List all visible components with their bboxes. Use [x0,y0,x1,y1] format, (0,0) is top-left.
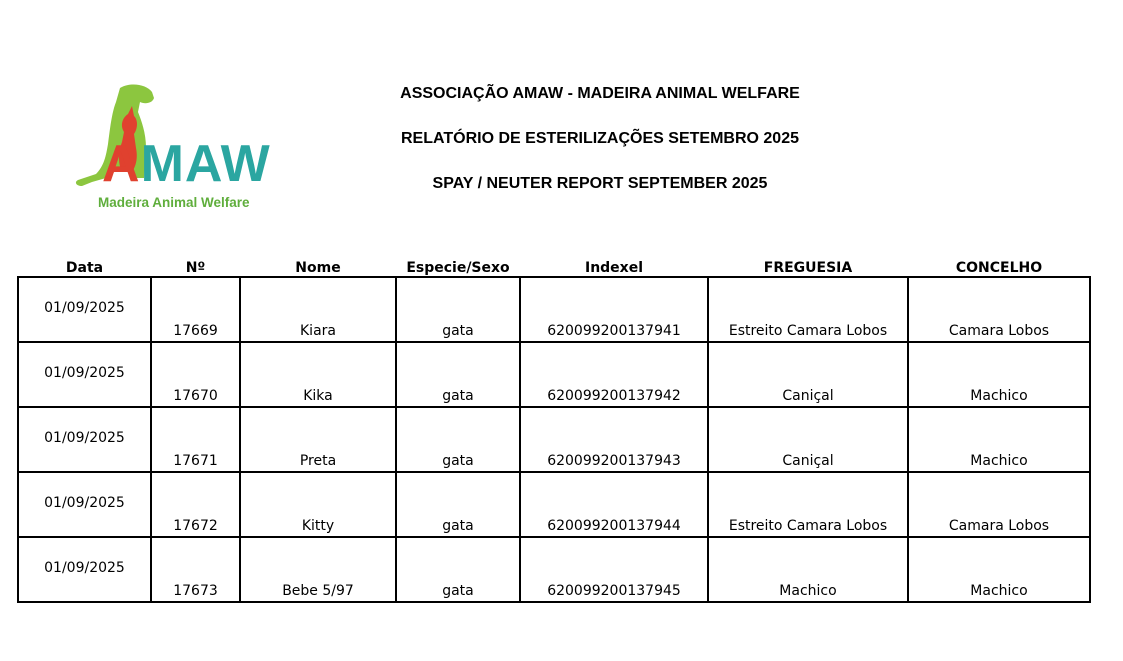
cell-freguesia: Estreito Camara Lobos [708,472,908,537]
table-row [18,537,1090,602]
report-title-en: SPAY / NEUTER REPORT SEPTEMBER 2025 [432,175,768,192]
cell-freguesia: Estreito Camara Lobos [708,277,908,342]
column-header-concelho: CONCELHO [955,260,1043,276]
column-header-nome: Nome [295,260,341,276]
cell-date: 01/09/2025 [18,537,151,602]
cell-number: 17673 [151,537,240,602]
cell-species-sex: gata [396,342,520,407]
cell-species-sex: gata [396,407,520,472]
cell-number: 17669 [151,277,240,342]
cell-species-sex: gata [396,537,520,602]
cell-number: 17672 [151,472,240,537]
logo-letters-maw: MAW [140,135,271,193]
amaw-logo [72,82,271,212]
column-header-number: Nº [185,260,206,276]
cell-freguesia: Caniçal [708,407,908,472]
column-header-indexel: Indexel [584,260,644,276]
report-header [300,84,900,219]
cell-indexel: 620099200137941 [520,277,708,342]
cell-freguesia: Caniçal [708,342,908,407]
cell-name: Preta [240,407,396,472]
cell-indexel: 620099200137942 [520,342,708,407]
cell-freguesia: Machico [708,537,908,602]
cell-indexel: 620099200137943 [520,407,708,472]
cell-concelho: Camara Lobos [908,277,1090,342]
table-header-row [18,254,1090,277]
cell-indexel: 620099200137944 [520,472,708,537]
cell-concelho: Camara Lobos [908,472,1090,537]
cell-concelho: Machico [908,342,1090,407]
column-header-freguesia: FREGUESIA [763,260,853,276]
cell-date: 01/09/2025 [18,407,151,472]
cell-name: Bebe 5/97 [240,537,396,602]
table-row [18,277,1090,342]
cell-indexel: 620099200137945 [520,537,708,602]
cell-name: Kitty [240,472,396,537]
report-title-pt: RELATÓRIO DE ESTERILIZAÇÕES SETEMBRO 2025 [401,130,799,147]
sterilization-table [17,254,1091,603]
table-row [18,407,1090,472]
column-header-especie-sexo: Especie/Sexo [406,260,510,276]
cell-number: 17670 [151,342,240,407]
cell-date: 01/09/2025 [18,342,151,407]
cell-number: 17671 [151,407,240,472]
cell-concelho: Machico [908,407,1090,472]
table-row [18,342,1090,407]
logo-tagline: Madeira Animal Welfare [98,195,250,210]
logo-wordmark [102,135,271,193]
table-row [18,472,1090,537]
logo-letter-a: A [102,135,141,193]
cell-date: 01/09/2025 [18,472,151,537]
association-title: ASSOCIAÇÃO AMAW - MADEIRA ANIMAL WELFARE [400,85,800,102]
cell-concelho: Machico [908,537,1090,602]
column-header-data: Data [65,260,104,276]
cell-species-sex: gata [396,472,520,537]
cell-species-sex: gata [396,277,520,342]
cell-name: Kika [240,342,396,407]
cell-name: Kiara [240,277,396,342]
cell-date: 01/09/2025 [18,277,151,342]
